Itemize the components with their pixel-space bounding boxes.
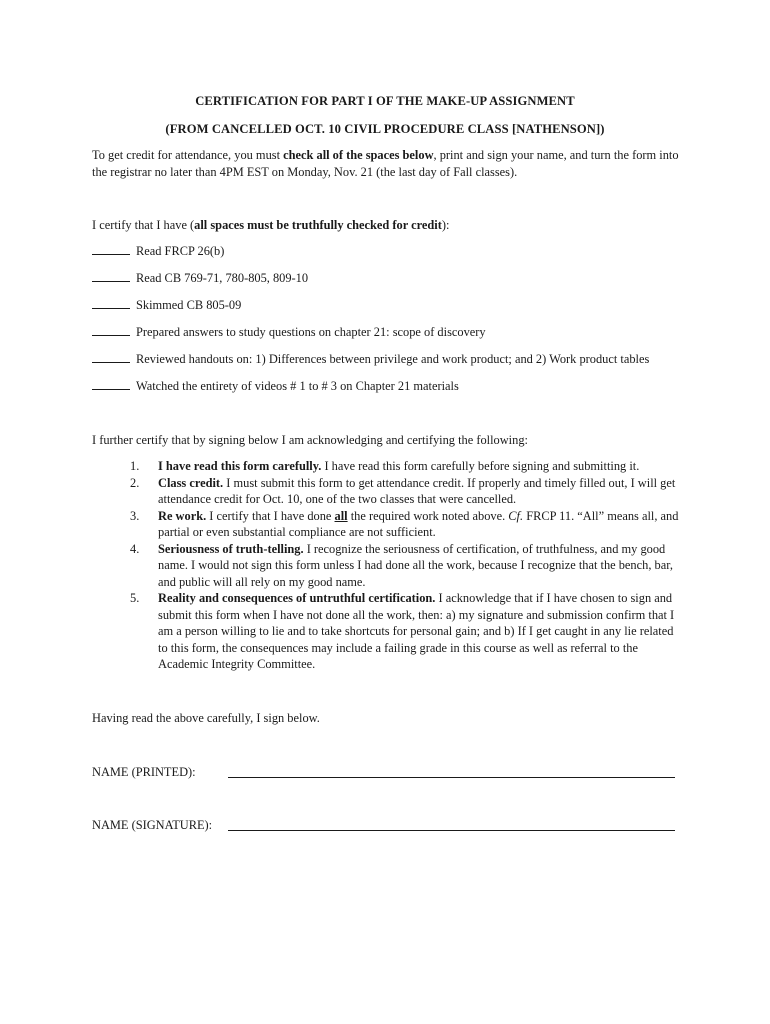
check-blank[interactable] [92, 388, 130, 390]
statement-list [130, 458, 685, 673]
statement-text: the required work noted above. [347, 508, 509, 523]
statement-heading: Re work. [158, 508, 207, 523]
form-title: CERTIFICATION FOR PART I OF THE MAKE-UP ASSIGNMENT [195, 94, 575, 108]
name-signature-field[interactable] [228, 829, 675, 831]
form-subtitle: (FROM CANCELLED OCT. 10 CIVIL PROCEDURE CLASS [NATHENSON]) [165, 122, 605, 136]
intro-paragraph [92, 147, 692, 180]
statement-number: 4. [130, 541, 140, 556]
statement-text: FRCP 11. “All” means all, and partial or even substantial compliance are not sufficient. [158, 508, 679, 539]
statement-text: I have read this form carefully before signing and submitting it. [321, 459, 640, 473]
certify-text-bold: all spaces must be truthfully checked for credit [194, 218, 442, 232]
intro-text-start: To get credit for attendance, you must [92, 148, 284, 162]
name-signature-label: NAME (SIGNATURE): [92, 818, 213, 832]
checklist-item [92, 379, 459, 394]
statement-item [130, 475, 685, 508]
checklist-item-label: Prepared answers to study questions on chapter 21: scope of discovery [136, 325, 486, 339]
check-blank[interactable] [92, 334, 130, 336]
check-blank[interactable] [92, 361, 130, 363]
check-blank[interactable] [92, 253, 130, 255]
checklist-item-label: Read FRCP 26(b) [136, 244, 225, 258]
certify-heading [92, 217, 692, 234]
statement-number: 2. [130, 475, 140, 490]
checklist-item [92, 298, 241, 313]
statement-heading: Reality and consequences of untruthful certification. [158, 591, 436, 605]
certify-text-start: I certify that I have ( [92, 218, 195, 232]
intro-text-end: , print and sign your name, and turn the form into the registrar no later than 4PM EST on Monday, Nov. 21 (the last day of Fall classes). [92, 148, 679, 179]
statement-heading: Class credit. [158, 475, 224, 490]
checklist-item [92, 325, 486, 340]
statement-citation: Cf. [508, 508, 524, 523]
certify-text-end: ): [441, 218, 450, 232]
statement-number: 5. [130, 591, 140, 605]
statement-number: 3. [130, 508, 140, 523]
name-printed-field[interactable] [228, 776, 675, 778]
statement-emphasis: all [334, 508, 348, 523]
sign-below-text: Having read the above carefully, I sign below. [92, 711, 320, 725]
statement-text: I acknowledge that if I have chosen to sign and submit this form when I have not done all the work, then: a) my signature and submission confirm that I am a person willing to lie and to take shortcuts for personal gain; and b) If I get caught in any lie related to this form, the consequences may include a failing grade in this course as well as referral to the Academic Integrity Committee. [158, 591, 675, 671]
checklist-item [92, 352, 649, 367]
statement-item [130, 458, 685, 475]
name-printed-label: NAME (PRINTED): [92, 765, 196, 779]
statement-text: I recognize the seriousness of certification, of truthfulness, and my good name. I would not sign this form unless I had done all the work, because I recognize that the bench, bar, and public will all rely on my good name. [158, 541, 673, 589]
statement-number: 1. [130, 459, 140, 473]
checklist-item-label: Reviewed handouts on: 1) Differences between privilege and work product; and 2) Work product tables [136, 352, 650, 366]
statement-heading: I have read this form carefully. [158, 459, 322, 473]
checklist-item-label: Skimmed CB 805-09 [136, 298, 242, 312]
statement-text: I must submit this form to get attendance credit. If properly and timely filled out, I will get attendance credit for Oct. 10, one of the two classes that were cancelled. [158, 475, 676, 506]
intro-text-bold: check all of the spaces below [283, 148, 434, 162]
checklist-item [92, 271, 308, 286]
checklist-item-label: Watched the entirety of videos # 1 to # 3 on Chapter 21 materials [136, 379, 459, 393]
checklist-item [92, 244, 224, 259]
statement-item [130, 541, 685, 591]
check-blank[interactable] [92, 307, 130, 309]
statement-item [130, 590, 685, 673]
statement-item [130, 508, 685, 541]
statement-text: I certify that I have done [206, 508, 335, 523]
check-blank[interactable] [92, 280, 130, 282]
statement-heading: Seriousness of truth-telling. [158, 541, 304, 556]
further-certify-text: I further certify that by signing below I am acknowledging and certifying the following: [92, 433, 528, 447]
checklist-item-label: Read CB 769-71, 780-805, 809-10 [136, 271, 309, 285]
